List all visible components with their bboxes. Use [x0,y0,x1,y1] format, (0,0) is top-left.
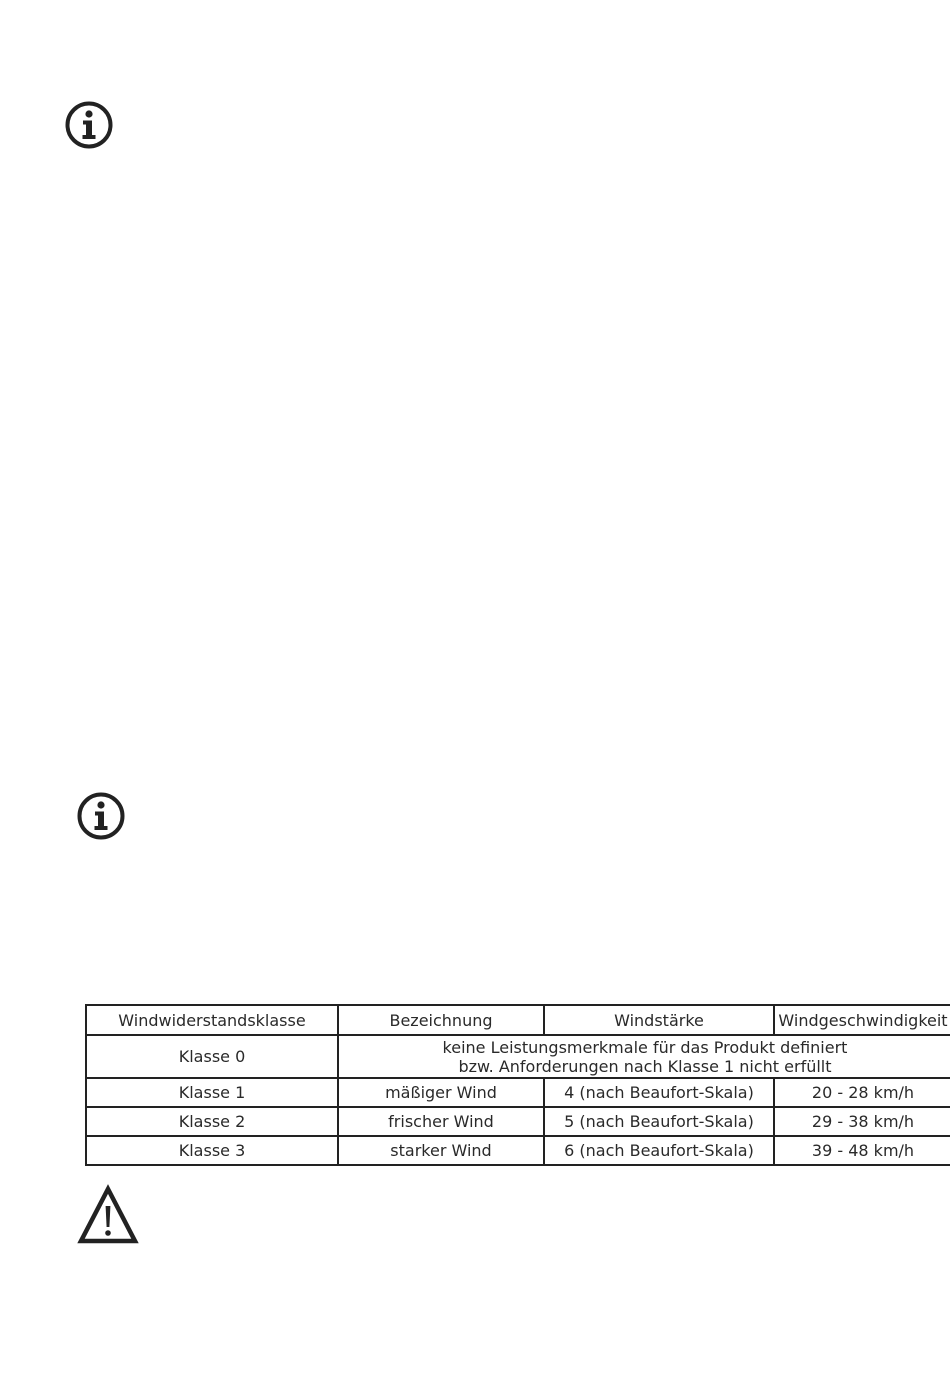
cell-windstaerke: 4 (nach Beaufort-Skala) [544,1078,774,1107]
wind-resistance-table [85,1004,950,1166]
header-bezeichnung: Bezeichnung [338,1005,544,1035]
class0-note-line: bzw. Anforderungen nach Klasse 1 nicht erfüllt [458,1056,832,1076]
header-windstaerke: Windstärke [544,1005,774,1035]
info-icon [76,791,126,841]
table-row [86,1035,950,1078]
cell-klasse: Klasse 2 [86,1107,338,1136]
class0-note-line: keine Leistungsmerkmale für das Produkt definiert [442,1037,848,1057]
cell-klasse: Klasse 3 [86,1136,338,1165]
cell-class0-note [338,1035,950,1078]
warning-icon [77,1184,139,1246]
header-windwiderstandsklasse: Windwiderstandsklasse [86,1005,338,1035]
cell-geschwindigkeit: 39 - 48 km/h [774,1136,950,1165]
table-header-row [86,1005,950,1035]
cell-bezeichnung: starker Wind [338,1136,544,1165]
cell-klasse: Klasse 0 [86,1035,338,1078]
cell-bezeichnung: frischer Wind [338,1107,544,1136]
info-icon [64,100,114,150]
table-row [86,1136,950,1165]
cell-windstaerke: 6 (nach Beaufort-Skala) [544,1136,774,1165]
table-row [86,1107,950,1136]
cell-geschwindigkeit: 29 - 38 km/h [774,1107,950,1136]
cell-bezeichnung: mäßiger Wind [338,1078,544,1107]
cell-geschwindigkeit: 20 - 28 km/h [774,1078,950,1107]
cell-klasse: Klasse 1 [86,1078,338,1107]
header-windgeschwindigkeit: Windgeschwindigkeit [774,1005,950,1035]
cell-windstaerke: 5 (nach Beaufort-Skala) [544,1107,774,1136]
table-row [86,1078,950,1107]
